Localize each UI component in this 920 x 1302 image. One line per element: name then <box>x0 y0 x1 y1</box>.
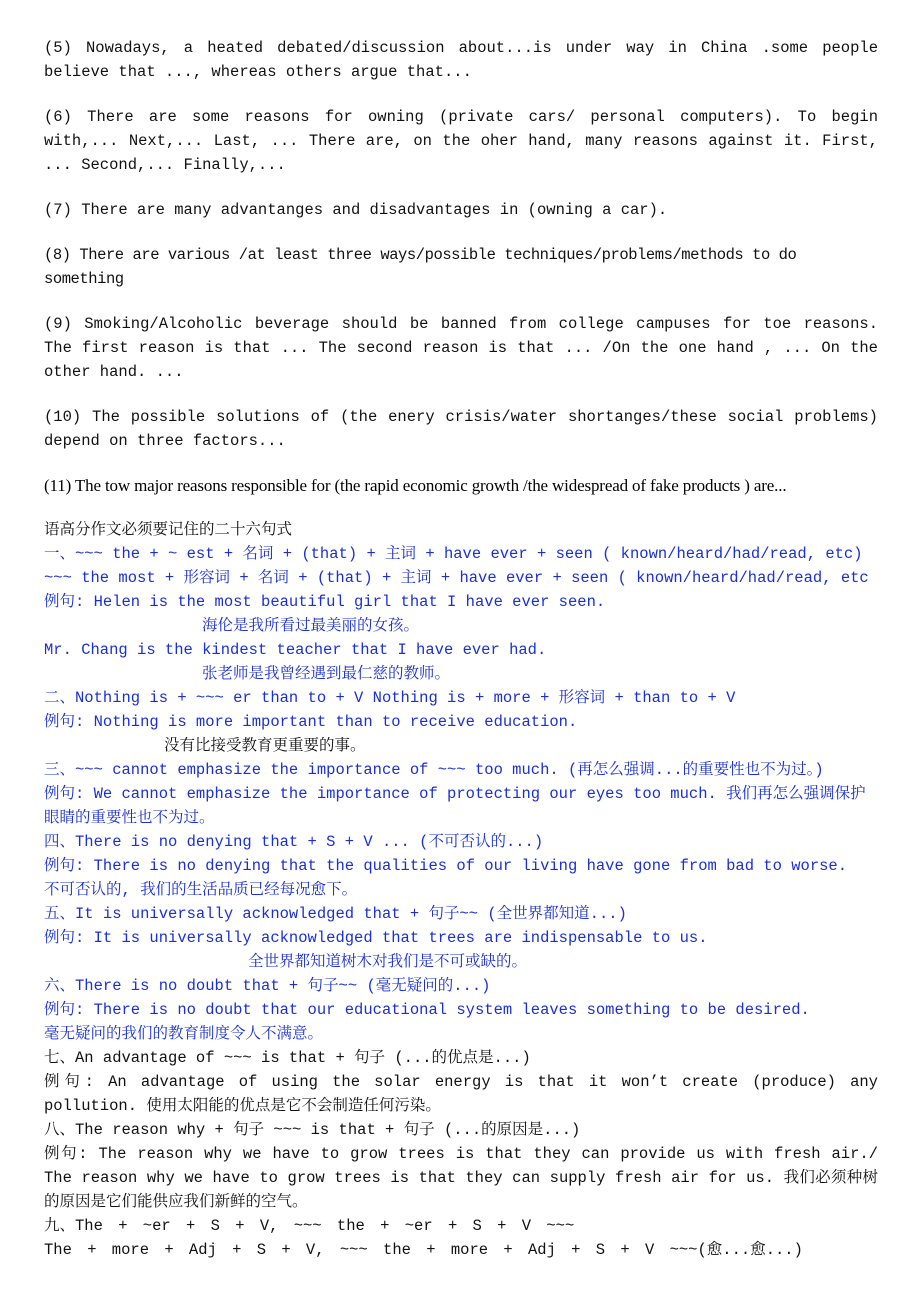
section-title: 语高分作文必须要记住的二十六句式 <box>44 521 293 539</box>
pattern-5-example: 例句: It is universally acknowledged that trees are indispensable to us. <box>44 929 708 947</box>
item-11: (11) The tow major reasons responsible for (the rapid economic growth /the widespread of fake products ) are... <box>44 476 787 495</box>
pattern-4-example: 例句: There is no denying that the qualities of our living have gone from bad to worse. <box>44 857 848 875</box>
pattern-4-line: 四、There is no denying that + S + V ... (不可否认的...) <box>44 833 544 851</box>
pattern-5-example-cn: 全世界都知道树木对我们是不可或缺的。 <box>248 953 528 971</box>
pattern-1-example-2-cn: 张老师是我曾经遇到最仁慈的教师。 <box>202 665 451 683</box>
pattern-1-example-1: 例句: Helen is the most beautiful girl that I have ever seen. <box>44 593 606 611</box>
pattern-1-example-1-cn: 海伦是我所看过最美丽的女孩。 <box>202 617 420 635</box>
pattern-1-line-1: 一、~~~ the + ~ est + 名词 + (that) + 主词 + have ever + seen ( known/heard/had/read, etc) <box>44 545 863 563</box>
pattern-6-line: 六、There is no doubt that + 句子~~ (毫无疑问的...) <box>44 977 491 995</box>
pattern-9-line-1: 九、The + ~er + S + V, ~~~ the + ~er + S + V ~~~ <box>44 1217 575 1235</box>
pattern-3-example: 例句: We cannot emphasize the importance of protecting our eyes too much. 我们再怎么强调保护眼睛的重要性也不为过。 <box>44 785 866 827</box>
pattern-7-example: 例句: An advantage of using the solar energy is that it won’t create (produce) any pollution. 使用太阳能的优点是它不会制造任何污染。 <box>44 1073 878 1115</box>
item-6: (6) There are some reasons for owning (private cars/ personal computers). To begin with,... Next,... Last, ... There are, on the oher hand, many reasons against it. First, ... Second,... Finally,... <box>44 108 878 174</box>
item-8: (8) There are various /at least three ways/possible techniques/problems/methods to do something <box>44 246 797 288</box>
pattern-2-line: 二、Nothing is + ~~~ er than to + V Nothing is + more + 形容词 + than to + V <box>44 689 736 707</box>
pattern-3-line: 三、~~~ cannot emphasize the importance of ~~~ too much. (再怎么强调...的重要性也不为过。) <box>44 761 824 779</box>
pattern-8-example: 例句: The reason why we have to grow trees is that they can provide us with fresh air./ The reason why we have to grow trees is that they can supply fresh air for us. 我们必须种树的原因是它们能供应我们新鲜的空气。 <box>44 1145 878 1211</box>
pattern-5-line: 五、It is universally acknowledged that + 句子~~ (全世界都知道...) <box>44 905 627 923</box>
pattern-1-example-2: Mr. Chang is the kindest teacher that I have ever had. <box>44 641 547 659</box>
pattern-6-example-cn: 毫无疑问的我们的教育制度令人不满意。 <box>44 1025 324 1043</box>
pattern-4-example-cn: 不可否认的, 我们的生活品质已经每况愈下。 <box>44 881 358 899</box>
pattern-1-line-2: ~~~ the most + 形容词 + 名词 + (that) + 主词 + have ever + seen ( known/heard/had/read, etc <box>44 569 869 587</box>
pattern-2-example-cn: 没有比接受教育更重要的事。 <box>164 737 366 755</box>
item-5: (5) Nowadays, a heated debated/discussion about...is under way in China .some people believe that ..., whereas others argue that... <box>44 39 878 81</box>
pattern-9-line-2: The + more + Adj + S + V, ~~~ the + more + Adj + S + V ~~~(愈...愈...) <box>44 1241 803 1259</box>
pattern-2-example: 例句: Nothing is more important than to receive education. <box>44 713 578 731</box>
item-9: (9) Smoking/Alcoholic beverage should be banned from college campuses for toe reasons. The first reason is that ... The second reason is that ... /On the one hand , ... On the other hand. ... <box>44 315 878 381</box>
item-10: (10) The possible solutions of (the enery crisis/water shortanges/these social problems) depend on three factors... <box>44 408 878 450</box>
pattern-7-line: 七、An advantage of ~~~ is that + 句子 (...的优点是...) <box>44 1049 531 1067</box>
item-7: (7) There are many advantanges and disadvantages in (owning a car). <box>44 201 668 219</box>
document-page <box>44 36 878 1262</box>
pattern-8-line: 八、The reason why + 句子 ~~~ is that + 句子 (...的原因是...) <box>44 1121 581 1139</box>
pattern-6-example: 例句: There is no doubt that our educational system leaves something to be desired. <box>44 1001 810 1019</box>
